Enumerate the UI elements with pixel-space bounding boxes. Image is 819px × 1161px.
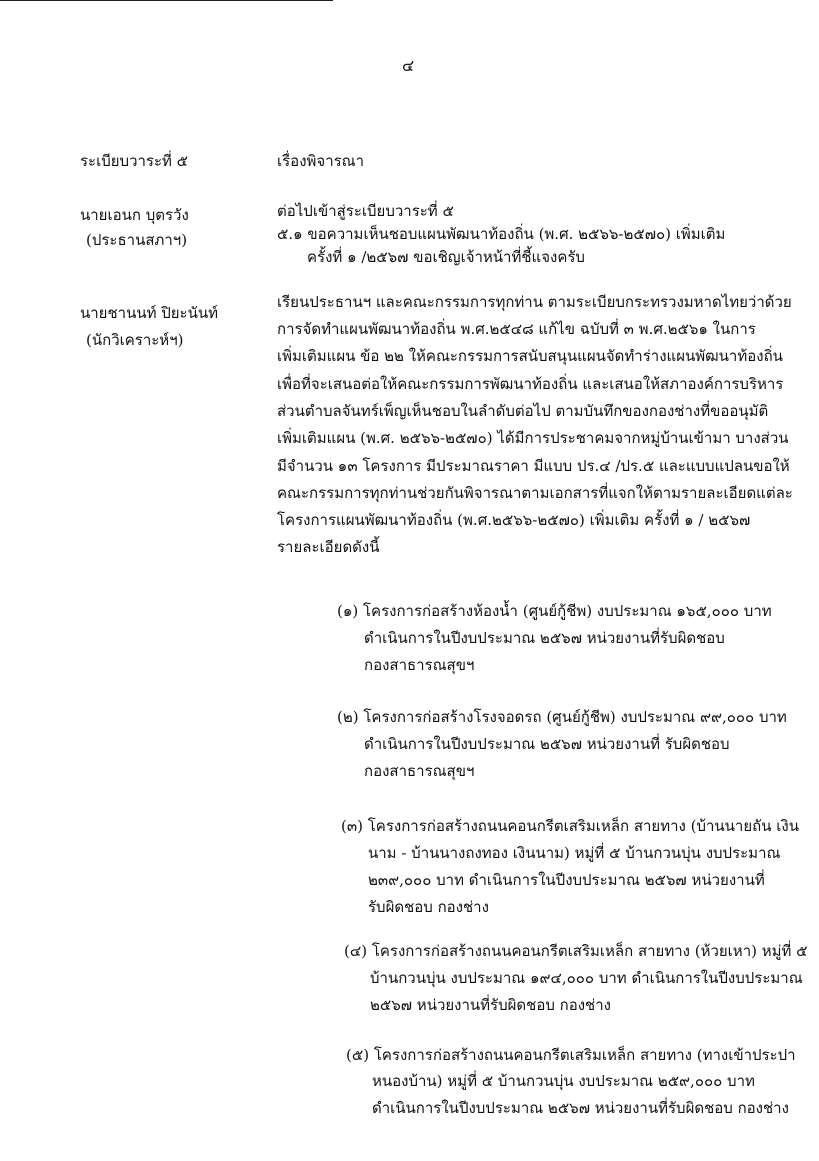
page-number: ๔ (402, 56, 415, 75)
speech-line: ต่อไปเข้าสู่ระเบียบวาระที่ ๕ (277, 202, 454, 220)
speech-line: เพิ่มเติมแผน (พ.ศ. ๒๕๖๖-๒๕๗๐) ได้มีการประชาคมจากหมู่บ้านเข้ามา บางส่วน (277, 429, 789, 447)
project-item-line: กองสาธารณสุขฯ (364, 762, 475, 780)
speech-line: เรียนประธานฯ และคณะกรรมการทุกท่าน ตามระเบียบกระทรวงมหาดไทยว่าด้วย (277, 293, 792, 311)
project-item-line: นาม - บ้านนางถงทอง เงินนาม) หมู่ที่ ๕ บ้านกวนบุ่น งบประมาณ (368, 844, 781, 862)
project-item-line: (๑) โครงการก่อสร้างห้องน้ำ (ศูนย์กู้ชีพ) งบประมาณ ๑๖๕,๐๐๐ บาท (337, 602, 772, 620)
project-item-line: (๔) โครงการก่อสร้างถนนคอนกรีตเสริมเหล็ก สายทาง (ห้วยเหา) หมู่ที่ ๕ (344, 942, 808, 960)
project-item-line: (๕) โครงการก่อสร้างถนนคอนกรีตเสริมเหล็ก สายทาง (ทางเข้าประปา (346, 1046, 796, 1064)
project-item-line: ดำเนินการในปีงบประมาณ ๒๕๖๗ หน่วยงานที่รับผิดชอบ กองช่าง (372, 1099, 789, 1117)
project-item-line: หนองบ้าน) หมู่ที่ ๕ บ้านกวนบุ่น งบประมาณ ๒๕๙,๐๐๐ บาท (372, 1072, 755, 1090)
agenda-label: ระเบียบวาระที่ ๕ (80, 152, 189, 170)
speaker-name: นายเอนก บุตรวัง (80, 206, 189, 224)
project-item-line: (๒) โครงการก่อสร้างโรงจอดรถ (ศูนย์กู้ชีพ) งบประมาณ ๙๙,๐๐๐ บาท (337, 708, 787, 726)
speech-line: ๕.๑ ขอความเห็นชอบแผนพัฒนาท้องถิ่น (พ.ศ. ๒๕๖๖-๒๕๗๐) เพิ่มเติม (277, 225, 726, 243)
top-rule (0, 0, 333, 1)
speech-line: เพื่อที่จะเสนอต่อให้คณะกรรมการพัฒนาท้องถิ่น และเสนอให้สภาองค์การบริหาร (277, 375, 784, 393)
speech-line: มีจำนวน ๑๓ โครงการ มีประมาณราคา มีแบบ ปร.๔ /ปร.๕ และแบบแปลนขอให้ (277, 457, 790, 475)
project-item-line: รับผิดชอบ กองช่าง (368, 898, 489, 916)
project-item-line: (๓) โครงการก่อสร้างถนนคอนกรีตเสริมเหล็ก สายทาง (บ้านนายถัน เงิน (341, 817, 799, 835)
agenda-title: เรื่องพิจารณา (277, 152, 365, 170)
project-item-line: กองสาธารณสุขฯ (364, 656, 475, 674)
project-item-line: ดำเนินการในปีงบประมาณ ๒๕๖๗ หน่วยงานที่ รับผิดชอบ (364, 735, 730, 753)
speaker-role: (นักวิเคราะห์ฯ) (86, 331, 184, 349)
project-item-line: ดำเนินการในปีงบประมาณ ๒๕๖๗ หน่วยงานที่รับผิดชอบ (364, 629, 725, 647)
speech-line: ส่วนตำบลจันทร์เพ็ญเห็นชอบในลำดับต่อไป ตามบันทึกของกองช่างที่ขออนุมัติ (277, 402, 769, 420)
project-item-line: ๒๕๖๗ หน่วยงานที่รับผิดชอบ กองช่าง (370, 996, 611, 1014)
speaker-name: นายชานนท์ ปิยะนันท์ (80, 304, 218, 322)
speech-line: ครั้งที่ ๑ /๒๕๖๗ ขอเชิญเจ้าหน้าที่ชี้แจงครับ (307, 248, 585, 266)
project-item-line: ๒๓๙,๐๐๐ บาท ดำเนินการในปีงบประมาณ ๒๕๖๗ หน่วยงานที่ (368, 871, 765, 889)
project-item-line: บ้านกวนบุ่น งบประมาณ ๑๙๔,๐๐๐ บาท ดำเนินการในปีงบประมาณ (370, 969, 803, 987)
speaker-role: (ประธานสภาฯ) (86, 231, 188, 249)
speech-line: เพิ่มเติมแผน ข้อ ๒๒ ให้คณะกรรมการสนับสนุนแผนจัดทำร่างแผนพัฒนาท้องถิ่น (277, 347, 783, 365)
speech-line: โครงการแผนพัฒนาท้องถิ่น (พ.ศ.๒๕๖๖-๒๕๗๐) เพิ่มเติม ครั้งที่ ๑ / ๒๕๖๗ (277, 511, 751, 529)
speech-line: รายละเอียดดังนี้ (277, 538, 380, 556)
speech-line: คณะกรรมการทุกท่านช่วยกันพิจารณาตามเอกสารที่แจกให้ตามรายละเอียดแต่ละ (277, 484, 793, 502)
speech-line: การจัดทำแผนพัฒนาท้องถิ่น พ.ศ.๒๕๔๘ แก้ไข ฉบับที่ ๓ พ.ศ.๒๕๖๑ ในการ (277, 320, 756, 338)
